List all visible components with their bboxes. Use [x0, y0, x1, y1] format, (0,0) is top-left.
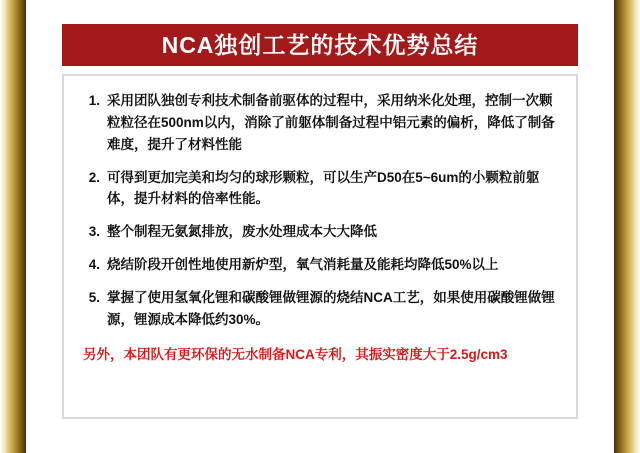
list-item-text: 整个制程无氨氮排放，废水处理成本大大降低 [107, 224, 377, 240]
list-item-text: 烧结阶段开创性地使用新炉型，氧气消耗量及能耗均降低50%以上 [107, 257, 499, 273]
list-item [78, 287, 560, 331]
list-item-number: 5. [88, 290, 100, 306]
list-item-text: 掌握了使用氢氧化锂和碳酸锂做锂源的烧结NCA工艺，如果使用碳酸锂做锂源，锂源成本降低约30%。 [107, 290, 555, 327]
list-item-number: 1. [88, 93, 100, 108]
list-item-number: 4. [88, 257, 100, 273]
advantage-list [78, 90, 560, 331]
list-item-number: 2. [88, 169, 100, 185]
right-gold-border [614, 0, 640, 453]
page-title: NCA独创工艺的技术优势总结 [161, 31, 479, 58]
list-item [78, 167, 560, 211]
list-item-number: 3. [88, 224, 100, 240]
slide-content [26, 0, 614, 453]
footnote-text: 另外，本团队有更环保的无水制备NCA专利，其振实密度大于2.5g/cm3 [83, 346, 508, 362]
list-item-text: 采用团队独创专利技术制备前驱体的过程中，采用纳米化处理，控制一次颗粒粒径在500nm以内，消除了前躯体制备过程中铝元素的偏析，降低了制备难度，提升了材料性能 [107, 93, 555, 152]
slide-title-bar [62, 24, 578, 66]
list-item-text: 可得到更加完美和均匀的球形颗粒，可以生产D50在5~6um的小颗粒前躯体，提升材料的倍率性能。 [107, 169, 540, 207]
list-item [78, 90, 560, 156]
left-gold-border [0, 0, 26, 453]
content-panel [62, 74, 578, 419]
list-item [78, 221, 560, 243]
list-item [78, 254, 560, 276]
